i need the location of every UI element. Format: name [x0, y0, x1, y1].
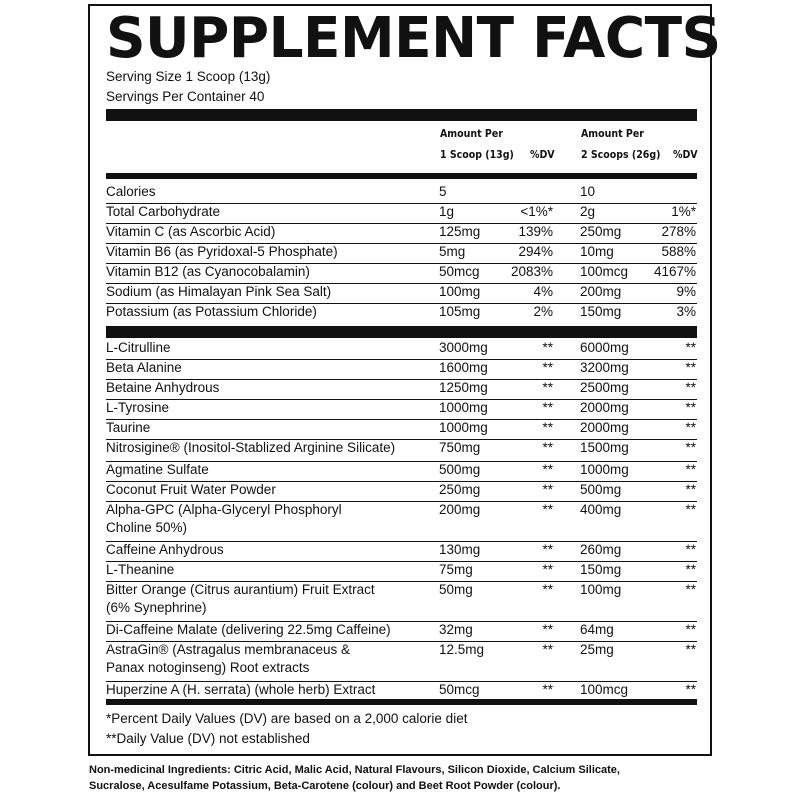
row-amount-1scoop: 50mcg: [439, 682, 480, 697]
row-amount-1scoop: 75mg: [439, 562, 473, 577]
footnote-dv: *Percent Daily Values (DV) are based on a 2,000 calorie diet: [106, 711, 468, 726]
col1-dv-header: %DV: [530, 149, 555, 161]
row-dv-1scoop: <1%*: [520, 204, 553, 219]
row-dv-1scoop: **: [542, 440, 553, 455]
row-amount-1scoop: 1000mg: [439, 420, 488, 435]
header-divider: [106, 173, 697, 179]
row-name: Betaine Anhydrous: [106, 380, 220, 395]
non-medicinal-line1: Citric Acid, Malic Acid, Natural Flavours, Silicon Dioxide, Calcium Silicate,: [230, 764, 620, 776]
row-amount-2scoops: 6000mg: [580, 340, 629, 355]
row-amount-2scoops: 1500mg: [580, 440, 629, 455]
row-amount-2scoops: 3200mg: [580, 360, 629, 375]
row-amount-2scoops: 10mg: [580, 244, 614, 259]
row-dv-1scoop: **: [542, 380, 553, 395]
row-dv-1scoop: **: [542, 340, 553, 355]
row-dv-2scoops: **: [685, 360, 696, 375]
row-amount-1scoop: 500mg: [439, 462, 481, 477]
row-dv-2scoops: **: [685, 542, 696, 557]
row-dv-1scoop: **: [542, 462, 553, 477]
row-amount-1scoop: 50mg: [439, 582, 473, 597]
row-amount-2scoops: 500mg: [580, 482, 622, 497]
row-dv-2scoops: 278%: [661, 224, 696, 239]
row-amount-2scoops: 2000mg: [580, 420, 629, 435]
row-amount-1scoop: 50mcg: [439, 264, 480, 279]
row-amount-1scoop: 750mg: [439, 440, 481, 455]
row-amount-2scoops: 260mg: [580, 542, 622, 557]
serving-size: Serving Size 1 Scoop (13g): [106, 69, 271, 84]
footnote-not-established: **Daily Value (DV) not established: [106, 731, 310, 746]
row-amount-1scoop: 1250mg: [439, 380, 488, 395]
row-name: AstraGin® (Astragalus membranaceus &: [106, 642, 351, 657]
row-name: Nitrosigine® (Inositol-Stablized Arginine Silicate): [106, 440, 396, 455]
row-dv-2scoops: **: [685, 582, 696, 597]
row-dv-2scoops: 9%: [676, 284, 696, 299]
row-name: Potassium (as Potassium Chloride): [106, 304, 317, 319]
row-dv-1scoop: **: [542, 400, 553, 415]
col2-header-line1: Amount Per: [581, 128, 644, 140]
row-name: Total Carbohydrate: [106, 204, 221, 219]
row-dv-2scoops: **: [685, 340, 696, 355]
non-medicinal-ingredients: [89, 762, 620, 794]
row-amount-2scoops: 2g: [580, 204, 596, 219]
row-dv-2scoops: **: [685, 380, 696, 395]
row-dv-1scoop: **: [542, 502, 553, 517]
row-dv-1scoop: **: [542, 562, 553, 577]
col2-header-line2: 2 Scoops (26g): [581, 149, 661, 161]
col1-header-line2: 1 Scoop (13g): [440, 149, 514, 161]
row-name: Coconut Fruit Water Powder: [106, 482, 276, 497]
row-name: Sodium (as Himalayan Pink Sea Salt): [106, 284, 332, 299]
row-amount-2scoops: 100mcg: [580, 264, 629, 279]
row-name: Di-Caffeine Malate (delivering 22.5mg Caffeine): [106, 622, 391, 637]
row-amount-1scoop: 130mg: [439, 542, 481, 557]
row-name: Agmatine Sulfate: [106, 462, 209, 477]
row-amount-2scoops: 64mg: [580, 622, 614, 637]
row-dv-2scoops: 3%: [676, 304, 696, 319]
row-amount-1scoop: 100mg: [439, 284, 481, 299]
row-amount-1scoop: 3000mg: [439, 340, 488, 355]
row-dv-1scoop: **: [542, 482, 553, 497]
row-dv-2scoops: **: [685, 562, 696, 577]
row-name: Caffeine Anhydrous: [106, 542, 224, 557]
row-dv-2scoops: **: [685, 462, 696, 477]
panel-title: SUPPLEMENT FACTS: [106, 6, 721, 71]
row-amount-1scoop: 1g: [439, 204, 455, 219]
row-amount-1scoop: 105mg: [439, 304, 481, 319]
non-medicinal-label: Non-medicinal Ingredients:: [89, 764, 231, 776]
bottom-divider: [106, 699, 697, 705]
row-dv-1scoop: **: [542, 642, 553, 657]
row-name: Calories: [106, 184, 156, 199]
row-name: L-Theanine: [106, 562, 175, 577]
row-amount-2scoops: 150mg: [580, 304, 622, 319]
row-amount-2scoops: 100mg: [580, 582, 622, 597]
row-dv-2scoops: **: [685, 682, 696, 697]
col1-header-line1: Amount Per: [440, 128, 503, 140]
row-dv-1scoop: **: [542, 582, 553, 597]
row-dv-2scoops: 588%: [661, 244, 696, 259]
row-name: Vitamin C (as Ascorbic Acid): [106, 224, 276, 239]
row-name: Bitter Orange (Citrus aurantium) Fruit Extract: [106, 582, 375, 597]
row-dv-2scoops: 1%*: [671, 204, 696, 219]
row-dv-2scoops: **: [685, 400, 696, 415]
non-medicinal-line2: Sucralose, Acesulfame Potassium, Beta-Carotene (colour) and Beet Root Powder (colour).: [89, 780, 561, 792]
row-amount-2scoops: 10: [580, 184, 596, 199]
row-amount-1scoop: 1600mg: [439, 360, 488, 375]
row-dv-1scoop: **: [542, 420, 553, 435]
row-dv-1scoop: 2083%: [510, 264, 553, 279]
row-amount-1scoop: 1000mg: [439, 400, 488, 415]
row-amount-1scoop: 32mg: [439, 622, 473, 637]
row-amount-2scoops: 150mg: [580, 562, 622, 577]
servings-per-container: Servings Per Container 40: [106, 89, 265, 104]
row-name-line2: Choline 50%): [106, 520, 188, 535]
row-amount-2scoops: 100mcg: [580, 682, 629, 697]
row-name: L-Citrulline: [106, 340, 171, 355]
row-amount-2scoops: 2500mg: [580, 380, 629, 395]
row-name: L-Tyrosine: [106, 400, 170, 415]
row-name-line2: Panax notoginseng) Root extracts: [106, 660, 310, 675]
row-dv-1scoop: **: [542, 622, 553, 637]
row-name: Alpha-GPC (Alpha-Glyceryl Phosphoryl: [106, 502, 342, 517]
row-dv-2scoops: **: [685, 642, 696, 657]
thick-divider-middle: [106, 326, 697, 338]
row-dv-2scoops: **: [685, 482, 696, 497]
row-dv-1scoop: 4%: [533, 284, 553, 299]
row-dv-1scoop: **: [542, 360, 553, 375]
row-amount-2scoops: 250mg: [580, 224, 622, 239]
row-dv-1scoop: **: [542, 682, 553, 697]
row-dv-2scoops: **: [685, 502, 696, 517]
row-dv-1scoop: 139%: [518, 224, 553, 239]
row-dv-2scoops: **: [685, 420, 696, 435]
row-name: Vitamin B6 (as Pyridoxal-5 Phosphate): [106, 244, 338, 259]
row-amount-2scoops: 1000mg: [580, 462, 629, 477]
row-amount-2scoops: 25mg: [580, 642, 614, 657]
row-amount-1scoop: 200mg: [439, 502, 481, 517]
row-dv-2scoops: **: [685, 622, 696, 637]
row-amount-2scoops: 200mg: [580, 284, 622, 299]
row-amount-2scoops: 2000mg: [580, 400, 629, 415]
row-dv-1scoop: **: [542, 542, 553, 557]
row-name: Vitamin B12 (as Cyanocobalamin): [106, 264, 310, 279]
row-amount-1scoop: 250mg: [439, 482, 481, 497]
row-amount-1scoop: 12.5mg: [439, 642, 485, 657]
supplement-facts-panel: [88, 4, 721, 756]
thick-divider-top: [106, 109, 697, 121]
row-name: Huperzine A (H. serrata) (whole herb) Extract: [106, 682, 376, 697]
row-name: Beta Alanine: [106, 360, 182, 375]
row-amount-1scoop: 5: [439, 184, 447, 199]
row-amount-1scoop: 125mg: [439, 224, 481, 239]
col2-dv-header: %DV: [673, 149, 698, 161]
row-dv-2scoops: **: [685, 440, 696, 455]
row-dv-1scoop: 2%: [533, 304, 553, 319]
row-amount-1scoop: 5mg: [439, 244, 466, 259]
row-name-line2: (6% Synephrine): [106, 600, 207, 615]
row-name: Taurine: [106, 420, 151, 435]
row-dv-1scoop: 294%: [518, 244, 553, 259]
row-amount-2scoops: 400mg: [580, 502, 622, 517]
row-dv-2scoops: 4167%: [653, 264, 696, 279]
